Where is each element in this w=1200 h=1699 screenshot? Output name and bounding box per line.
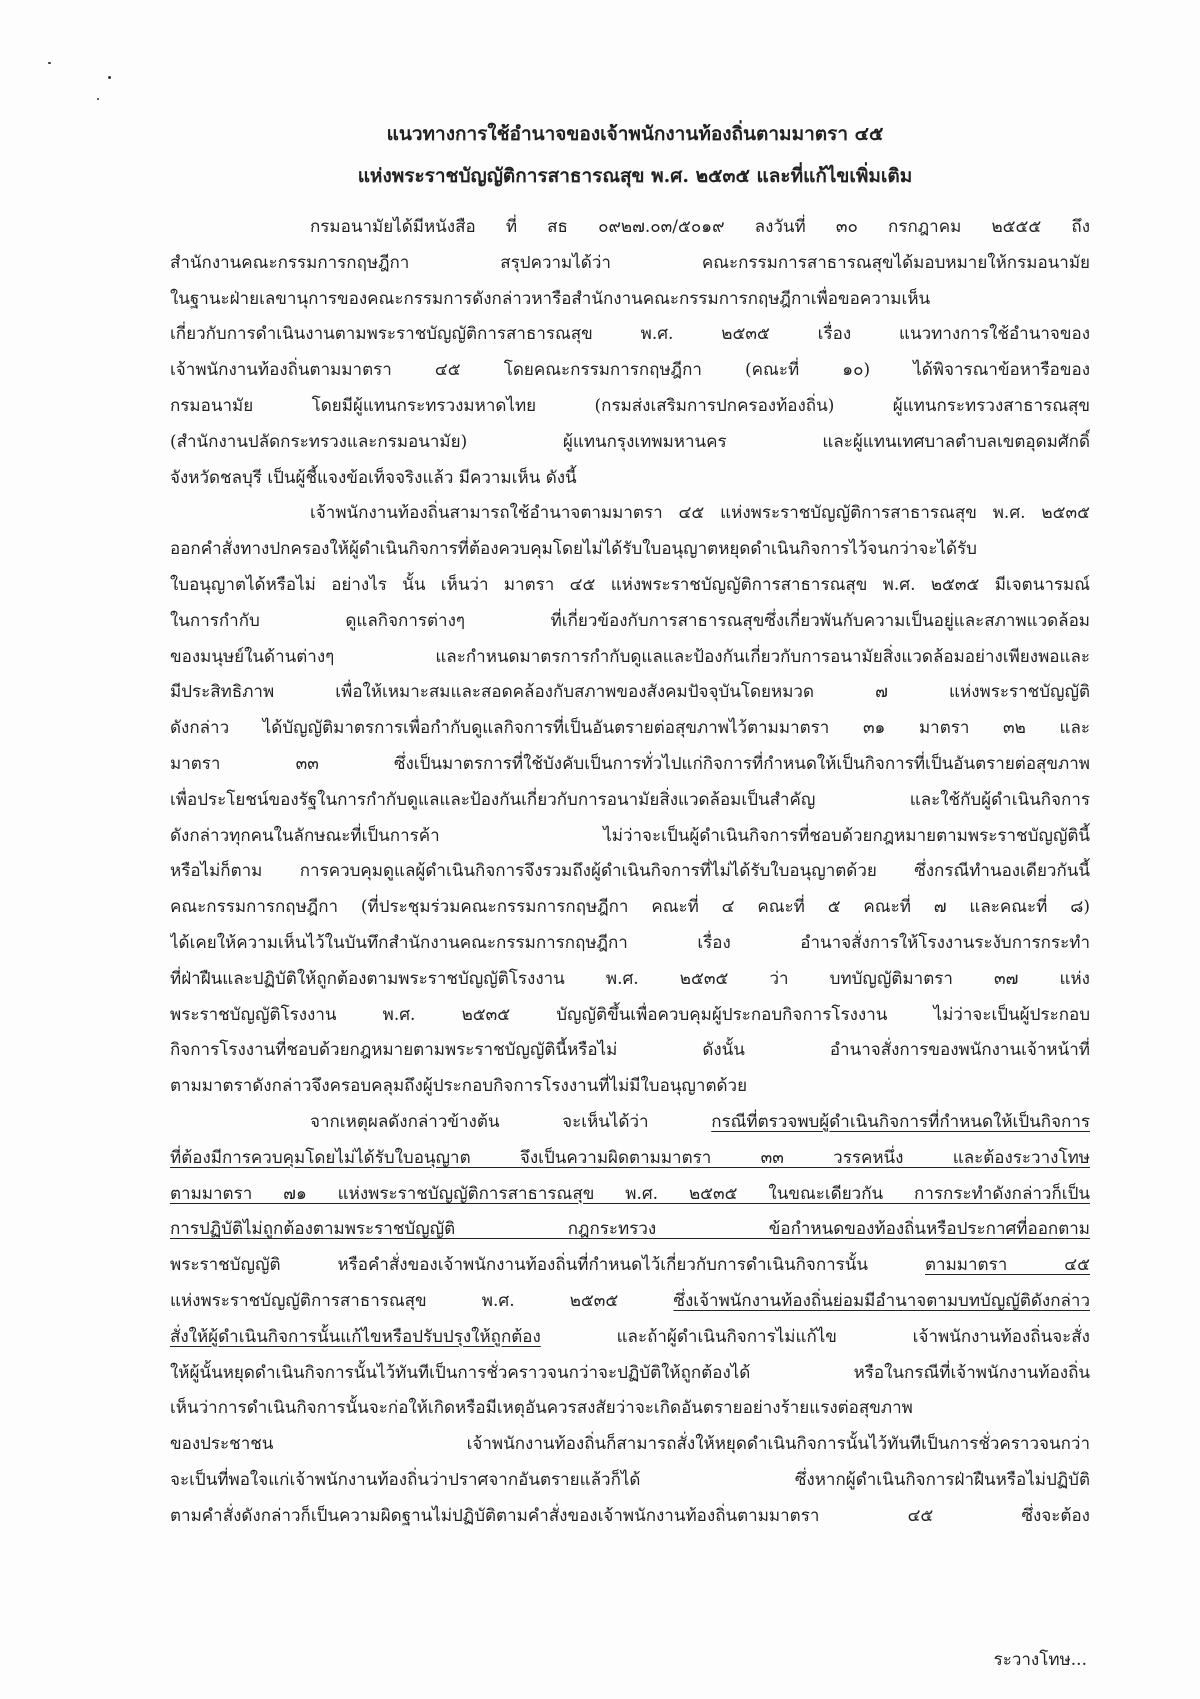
body-line: พระราชบัญญัติโรงงาน พ.ศ. ๒๕๓๕ บัญญัติขึ้นเพื่อควบคุมผู้ประกอบกิจการโรงงาน ไม่ว่าจะเป็นผู้ประกอบ [170, 1004, 1090, 1025]
underlined-text-run: ซึ่งเจ้าพนักงานท้องถิ่นย่อมมีอำนาจตามบทบัญญัติดังกล่าว [673, 1290, 1090, 1311]
body-text-run: พระราชบัญญัติ หรือคำสั่งของเจ้าพนักงานท้องถิ่นที่กำหนดไว้เกี่ยวกับการดำเนินกิจการนั้น [170, 1255, 926, 1276]
body-line: เพื่อประโยชน์ของรัฐในการกำกับดูแลและป้องกันเกี่ยวกับการอนามัยสิ่งแวดล้อมเป็นสำคัญ และใช้กับผู้ดำเนินกิจการ [170, 789, 1090, 810]
page-continuation-text: ระวางโทษ... [993, 1650, 1087, 1670]
body-line-underlined: การปฏิบัติไม่ถูกต้องตามพระราชบัญญัติ กฎกระทรวง ข้อกำหนดของท้องถิ่นหรือประกาศที่ออกตาม [170, 1219, 1090, 1240]
body-line [170, 1105, 1090, 1141]
body-line: ของประชาชน เจ้าพนักงานท้องถิ่นก็สามารถสั่งให้หยุดดำเนินกิจการนั้นไว้ทันทีเป็นการชั่วคราวจนกว่า [170, 1434, 1090, 1455]
underlined-text-run: ตามมาตรา ๔๕ [925, 1255, 1090, 1276]
body-line [170, 1320, 1090, 1356]
body-line: กรมอนามัย โดยมีผู้แทนกระทรวงมหาดไทย (กรมส่งเสริมการปกครองท้องถิ่น) ผู้แทนกระทรวงสาธารณสุข [170, 395, 1090, 416]
body-line-underlined: ตามมาตรา ๗๑ แห่งพระราชบัญญัติการสาธารณสุข พ.ศ. ๒๕๓๕ ในขณะเดียวกัน การกระทำดังกล่าวก็เป็น [170, 1183, 1090, 1204]
body-line: ในการกำกับ ดูแลกิจการต่างๆ ที่เกี่ยวข้องกับการสาธารณสุขซึ่งเกี่ยวพันกับความเป็นอยู่และสภาพแวดล้อม [170, 610, 1090, 631]
body-line [170, 1248, 1090, 1284]
body-line: ของมนุษย์ในด้านต่างๆ และกำหนดมาตรการกำกับดูแลและป้องกันเกี่ยวกับการอนามัยสิ่งแวดล้อมอย่างเพียงพอและ [170, 646, 1090, 667]
document-body [170, 210, 1090, 1534]
body-line: สำนักงานคณะกรรมการกฤษฎีกา สรุปความได้ว่า คณะกรรมการสาธารณสุขได้มอบหมายให้กรมอนามัย [170, 252, 1090, 273]
body-line: เกี่ยวกับการดำเนินงานตามพระราชบัญญัติการสาธารณสุข พ.ศ. ๒๕๓๕ เรื่อง แนวทางการใช้อำนาจของ [170, 324, 1090, 345]
body-line: กิจการโรงงานที่ชอบด้วยกฎหมายตามพระราชบัญญัตินี้หรือไม่ ดังนั้น อำนาจสั่งการของพนักงานเจ้าหน้าที่ [170, 1040, 1090, 1061]
body-line: ให้ผู้นั้นหยุดดำเนินกิจการนั้นไว้ทันทีเป็นการชั่วคราวจนกว่าจะปฏิบัติให้ถูกต้องได้ หรือในกรณีที่เจ้าพนักงานท้องถิ่น [170, 1362, 1090, 1383]
body-line: มีประสิทธิภาพ เพื่อให้เหมาะสมและสอดคล้องกับสภาพของสังคมปัจจุบันโดยหมวด ๗ แห่งพระราชบัญญัติ [170, 682, 1090, 703]
body-text-run: แห่งพระราชบัญญัติการสาธารณสุข พ.ศ. ๒๕๓๕ [170, 1290, 674, 1311]
body-line: เห็นว่าการดำเนินกิจการนั้นจะก่อให้เกิดหรือมีเหตุอันควรสงสัยว่าจะเกิดอันตรายอย่างร้ายแรงต่อสุขภาพ [170, 1398, 913, 1419]
document-title-line-2: แห่งพระราชบัญญัติการสาธารณสุข พ.ศ. ๒๕๓๕ และที่แก้ไขเพิ่มเติม [357, 165, 913, 187]
body-text-run: และถ้าผู้ดำเนินกิจการไม่แก้ไข เจ้าพนักงานท้องถิ่นจะสั่ง [540, 1326, 1090, 1347]
body-line: ตามมาตราดังกล่าวจึงครอบคลุมถึงผู้ประกอบกิจการโรงงานที่ไม่มีใบอนุญาตด้วย [170, 1076, 748, 1097]
body-line: หรือไม่ก็ตาม การควบคุมดูแลผู้ดำเนินกิจการจึงรวมถึงผู้ดำเนินกิจการที่ไม่ได้รับใบอนุญาตด้วย ซึ่งกรณีทำนองเดียวกันนี้ [170, 861, 1090, 882]
underlined-text-run: กรณีที่ตรวจพบผู้ดำเนินกิจการที่กำหนดให้เป็นกิจการ [711, 1111, 1090, 1132]
body-line: มาตรา ๓๓ ซึ่งเป็นมาตรการที่ใช้บังคับเป็นการทั่วไปแก่กิจการที่กำหนดให้เป็นกิจการที่เป็นอันตรายต่อสุขภาพ [170, 753, 1090, 774]
document-title-line-1: แนวทางการใช้อำนาจของเจ้าพนักงานท้องถิ่นตามมาตรา ๔๕ [386, 123, 884, 145]
body-line: ออกคำสั่งทางปกครองให้ผู้ดำเนินกิจการที่ต้องควบคุมโดยไม่ได้รับใบอนุญาตหยุดดำเนินกิจการไว้จนกว่าจะได้รับ [170, 539, 977, 560]
body-line: ที่ฝ่าฝืนและปฏิบัติให้ถูกต้องตามพระราชบัญญัติโรงงาน พ.ศ. ๒๕๓๕ ว่า บทบัญญัติมาตรา ๓๗ แห่ง [170, 968, 1090, 989]
body-line [170, 1284, 1090, 1320]
body-line-underlined: ที่ต้องมีการควบคุมโดยไม่ได้รับใบอนุญาต จึงเป็นความผิดตามมาตรา ๓๓ วรรคหนึ่ง และต้องระวางโทษ [170, 1147, 1090, 1168]
body-text-run: จากเหตุผลดังกล่าวข้างต้น จะเห็นได้ว่า [310, 1111, 712, 1132]
body-line: (สำนักงานปลัดกระทรวงและกรมอนามัย) ผู้แทนกรุงเทพมหานคร และผู้แทนเทศบาลตำบลเขตอุดมศักดิ์ [170, 431, 1090, 452]
body-line: เจ้าพนักงานท้องถิ่นตามมาตรา ๔๕ โดยคณะกรรมการกฤษฎีกา (คณะที่ ๑๐) ได้พิจารณาข้อหารือของ [170, 360, 1090, 381]
body-line: ดังกล่าว ได้บัญญัติมาตรการเพื่อกำกับดูแลกิจการที่เป็นอันตรายต่อสุขภาพไว้ตามมาตรา ๓๑ มาตรา ๓๒ และ [170, 718, 1090, 739]
body-line: จังหวัดชลบุรี เป็นผู้ชี้แจงข้อเท็จจริงแล้ว มีความเห็น ดังนี้ [170, 467, 577, 488]
body-line: คณะกรรมการกฤษฎีกา (ที่ประชุมร่วมคณะกรรมการกฤษฎีกา คณะที่ ๔ คณะที่ ๕ คณะที่ ๗ และคณะที่ ๘) [170, 897, 1090, 918]
body-line: กรมอนามัยได้มีหนังสือ ที่ สธ ๐๙๒๗.๐๓/๕๐๑๙ ลงวันที่ ๓๐ กรกฎาคม ๒๕๕๕ ถึง [310, 217, 1090, 237]
body-line: ดังกล่าวทุกคนในลักษณะที่เป็นการค้า ไม่ว่าจะเป็นผู้ดำเนินกิจการที่ชอบด้วยกฎหมายตามพระราชบัญญัตินี้ [170, 825, 1090, 846]
body-line: จะเป็นที่พอใจแก่เจ้าพนักงานท้องถิ่นว่าปราศจากอันตรายแล้วก็ได้ ซึ่งหากผู้ดำเนินกิจการฝ่าฝืนหรือไม่ปฏิบัติ [170, 1469, 1090, 1490]
body-line: ตามคำสั่งดังกล่าวก็เป็นความผิดฐานไม่ปฏิบัติตามคำสั่งของเจ้าพนักงานท้องถิ่นตามมาตรา ๔๕ ซึ่งจะต้อง [170, 1505, 1090, 1526]
body-line: ได้เคยให้ความเห็นไว้ในบันทึกสำนักงานคณะกรรมการกฤษฎีกา เรื่อง อำนาจสั่งการให้โรงงานระงับการกระทำ [170, 932, 1090, 953]
body-line: เจ้าพนักงานท้องถิ่นสามารถใช้อำนาจตามมาตรา ๔๕ แห่งพระราชบัญญัติการสาธารณสุข พ.ศ. ๒๕๓๕ [310, 503, 1090, 524]
body-line: ใบอนุญาตได้หรือไม่ อย่างไร นั้น เห็นว่า มาตรา ๔๕ แห่งพระราชบัญญัติการสาธารณสุข พ.ศ. ๒๕๓๕ มีเจตนารมณ์ [170, 574, 1090, 595]
body-line: ในฐานะฝ่ายเลขานุการของคณะกรรมการดังกล่าวหารือสำนักงานคณะกรรมการกฤษฎีกาเพื่อขอความเห็น [170, 288, 931, 309]
underlined-text-run: สั่งให้ผู้ดำเนินกิจการนั้นแก้ไขหรือปรับปรุงให้ถูกต้อง [170, 1326, 541, 1347]
